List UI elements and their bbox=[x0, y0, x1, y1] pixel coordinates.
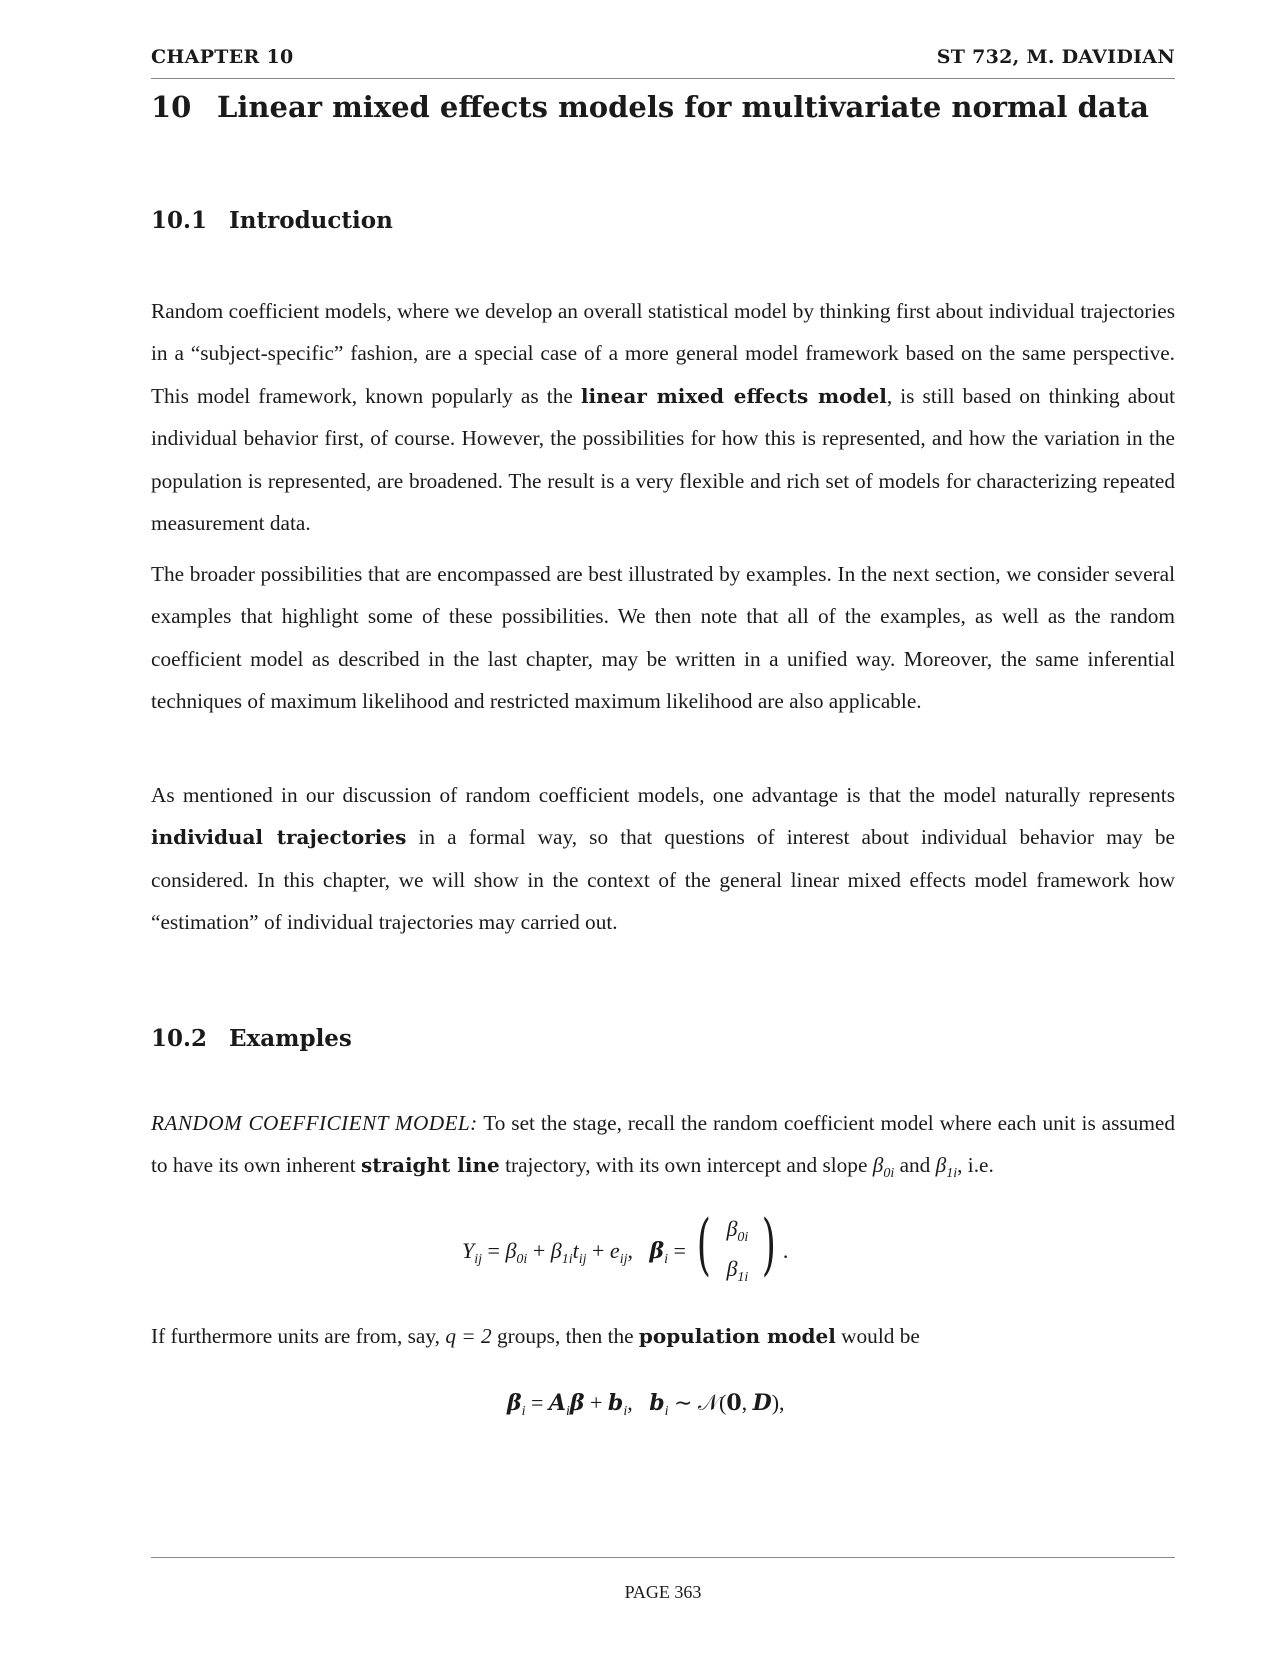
chapter-number: 10 bbox=[151, 90, 192, 124]
section-title-text: Examples bbox=[229, 1025, 352, 1052]
examples-p2-text-c: would be bbox=[835, 1324, 920, 1348]
random-coefficient-model-label: RANDOM COEFFICIENT MODEL: bbox=[151, 1111, 478, 1135]
intro-p1-text-a: Random coefficient models, where we develop an overall statistical model by thinking first about individual trajectories in a “subject-specific” fashion, are a special case of a more general model framework based on the same perspective. This model framework, known popularly as the bbox=[151, 299, 1175, 408]
examples-p1-bold: straight line bbox=[360, 1153, 500, 1178]
examples-p2-bold: population model bbox=[638, 1324, 836, 1348]
intro-paragraph-2 bbox=[151, 553, 1175, 723]
examples-paragraph-1 bbox=[151, 1102, 1175, 1187]
section-number: 10.2 bbox=[151, 1025, 208, 1052]
beta-i-vector: ( $\beta_{0i}$ $\beta_{1i}$ ) bbox=[697, 1206, 776, 1285]
section-title-examples bbox=[151, 1025, 1175, 1052]
math-beta0i: $\beta_{0i}$ bbox=[872, 1153, 895, 1182]
header-chapter-label: CHAPTER 10 bbox=[151, 46, 294, 68]
intro-p3-text-b: in a formal way, so that questions of interest about individual behavior may be considered. In this chapter, we will show in the context of the general linear mixed effects model framework how “estimation” of individual trajectories may carried out. bbox=[151, 825, 1175, 935]
intro-p3-text-a: As mentioned in our discussion of random coefficient models, one advantage is that the model naturally represents bbox=[151, 783, 1175, 807]
intro-p3-bold: individual trajectories bbox=[151, 825, 407, 850]
page-number: PAGE 363 bbox=[624, 1582, 702, 1602]
equation-individual-model: $Y_{ij} = \beta_{0i} + \beta_{1i}t_{ij} + e_{ij}$, $\beta_i$ = ( $\beta_{0i}$ $\beta_{1i}$ ) . bbox=[462, 1206, 789, 1285]
examples-p1-text-c: and bbox=[894, 1153, 936, 1178]
header-course-author: ST 732, M. DAVIDIAN bbox=[936, 46, 1175, 68]
math-q-equals-2: q = 2 bbox=[445, 1324, 492, 1348]
footer-rule bbox=[151, 1557, 1175, 1558]
section-title-introduction bbox=[151, 207, 1175, 234]
examples-p2-text-a: If furthermore units are from, say, bbox=[151, 1324, 446, 1348]
intro-p2-text: The broader possibilities that are encompassed are best illustrated by examples. In the next section, we consider several examples that highlight some of these possibilities. We then note that all of the examples, as well as the random coefficient model as described in the last chapter, may be written in a unified way. Moreover, the same inferential techniques of maximum likelihood and restricted maximum likelihood are also applicable. bbox=[151, 562, 1175, 714]
intro-paragraph-3 bbox=[151, 774, 1175, 944]
examples-p1-text-d: , i.e. bbox=[957, 1153, 994, 1178]
section-title-text: Introduction bbox=[229, 207, 393, 234]
intro-p1-bold: linear mixed effects model bbox=[580, 383, 887, 408]
intro-paragraph-1 bbox=[151, 290, 1175, 544]
intro-p1-text-b: , is still based on thinking about individual behavior first, of course. However, the possibilities for how this is represented, and how the variation in the population is represented, are broadened. The result is a very flexible and rich set of models for characterizing repeated measurement data. bbox=[151, 383, 1176, 536]
examples-p1-text-a: To set the stage, recall the random coefficient model where each unit is assumed to have its own inherent bbox=[151, 1111, 1175, 1178]
section-number: 10.1 bbox=[151, 207, 208, 234]
examples-p2-text-b: groups, then the bbox=[491, 1324, 639, 1348]
chapter-title bbox=[151, 90, 1175, 124]
chapter-title-text: Linear mixed effects models for multivariate normal data bbox=[217, 90, 1149, 124]
examples-paragraph-2 bbox=[151, 1315, 1175, 1357]
examples-p1-text-b: trajectory, with its own intercept and slope bbox=[499, 1153, 873, 1178]
header-rule bbox=[151, 78, 1175, 79]
math-beta1i: $\beta_{1i}$ bbox=[935, 1153, 958, 1182]
equation-population-model: $\beta_i = A_i\beta + b_i$, $b_i$ ∼ 𝒩(0, D), bbox=[507, 1390, 785, 1419]
